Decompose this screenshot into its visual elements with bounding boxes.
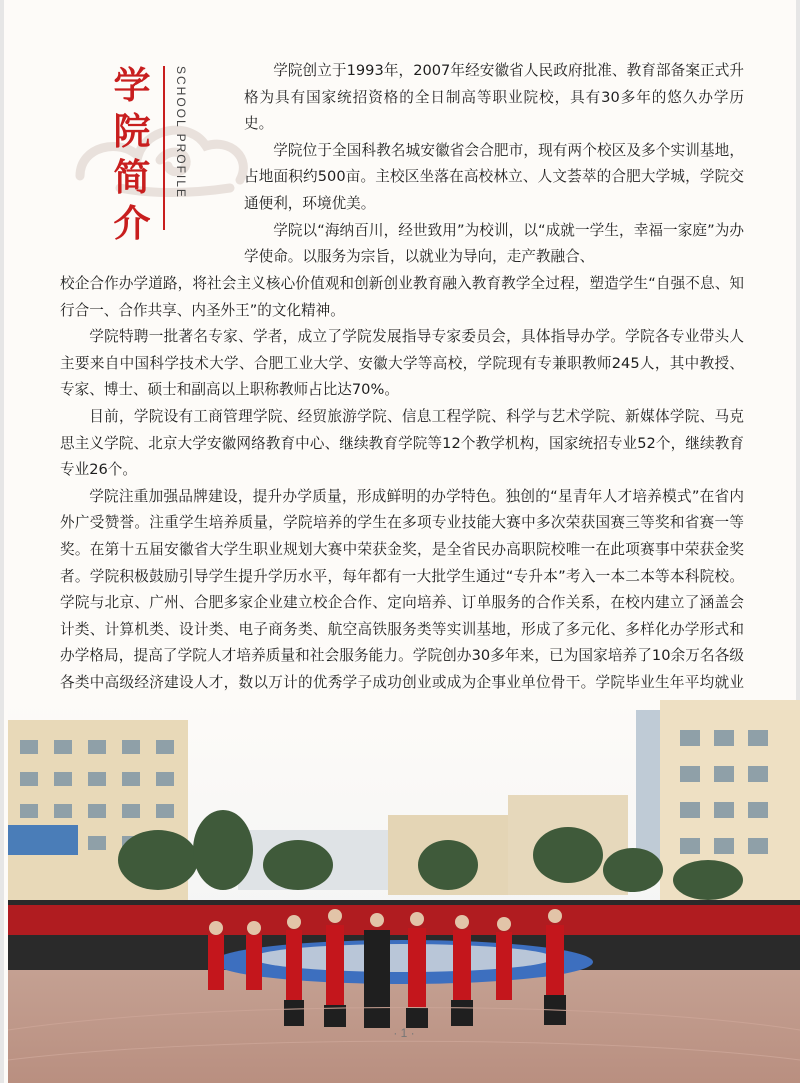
paragraph: 学院注重加强品牌建设，提升办学质量，形成鲜明的办学特色。独创的“星青年人才培养模式”在省内外广受赞誉。注重学生培养质量，学院培养的学生在多项专业技能大赛中多次荣获国赛三等奖和省赛一等奖。在第十五届安徽省大学生职业规划大赛中荣获金奖，是全省民办高职院校唯一在此项赛事中荣获金奖者。学院积极鼓励引导学生提升学历水平，每年都有一大批学生通过“专升本”考入一本二本等本科院校。学院与北京、广州、合肥多家企业建立校企合作、定向培养、订单服务的合作关系，在校内建立了涵盖会计类、计算机类、设计类、电子商务类、航空高铁服务类等实训基地，形成了多元化、多样化办学形式和办学格局，提高了学院人才培养质量和社会服务能力。学院创办30多年来，已为国家培养了10余万名各级各类中高级经济建设人才，数以万计的优秀学子成功创业或成为企事业单位骨干。学院毕业生年平均就业 xyxy=(60,487,744,691)
title-char: 学 xyxy=(113,63,151,107)
paragraph: 学院以“海纳百川，经世致用”为校训，以“成就一学生，幸福一家庭”为办学使命。以服务为宗旨，以就业为导向，走产教融合、 xyxy=(244,221,744,266)
title-char: 介 xyxy=(113,201,151,245)
page-title xyxy=(110,62,154,246)
paragraph: 学院创立于1993年，2007年经安徽省人民政府批准、教育部备案正式升格为具有国家统招资格的全日制高等职业院校，具有30多年的悠久办学历史。 xyxy=(244,62,744,133)
english-subtitle: SCHOOL PROFILE xyxy=(174,66,188,199)
intro-text-top xyxy=(244,58,744,271)
title-char: 院 xyxy=(113,109,151,153)
cloud-ornament-icon xyxy=(60,98,260,208)
title-divider xyxy=(163,66,165,230)
paragraph: 校企合作办学道路，将社会主义核心价值观和创新创业教育融入教育教学全过程，塑造学生“自强不息、知行合一、合作共享、内圣外王”的文化精神。 xyxy=(60,275,744,319)
page-number: · 1 · xyxy=(393,1026,415,1040)
title-char: 简 xyxy=(113,155,151,199)
intro-text-main xyxy=(60,271,744,723)
paragraph: 学院特聘一批著名专家、学者，成立了学院发展指导专家委员会，具体指导办学。学院各专业带头人主要来自中国科学技术大学、合肥工业大学、安徽大学等高校，学院现有专兼职教师245人，其中教授、专家、博士、硕士和副高以上职称教师占比达70%。 xyxy=(60,328,744,399)
paragraph: 学院位于全国科教名城安徽省会合肥市，现有两个校区及多个实训基地，占地面积约500亩。主校区坐落在高校林立、人文荟萃的合肥大学城，学院交通便利，环境优美。 xyxy=(244,141,744,212)
paragraph: 目前，学院设有工商管理学院、经贸旅游学院、信息工程学院、科学与艺术学院、新媒体学院、马克思主义学院、北京大学安徽网络教育中心、继续教育学院等12个教学机构，国家统招专业52个，继续教育专业26个。 xyxy=(60,407,744,479)
